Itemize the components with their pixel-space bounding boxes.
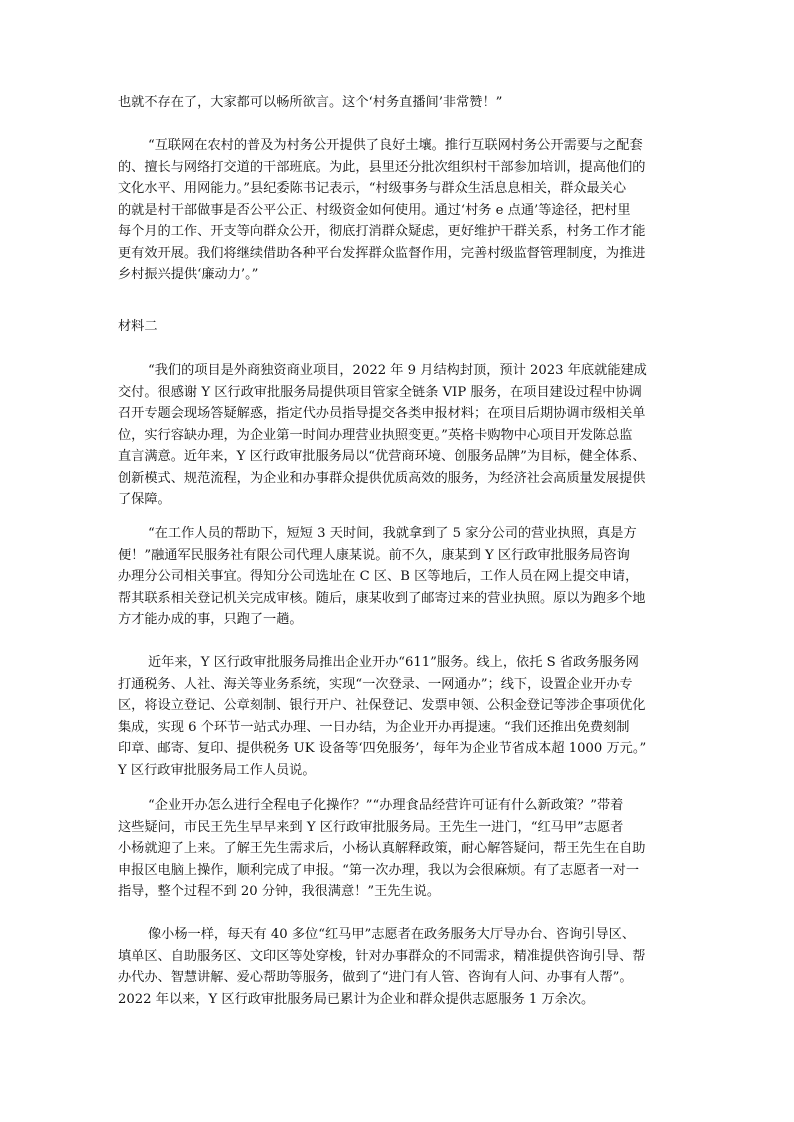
paragraph-2 bbox=[118, 135, 688, 286]
text-line: 文化水平、用网能力。”县纪委陈书记表示，“村级事务与群众生活息息相关，群众最关心 bbox=[118, 181, 627, 196]
text-line: 帮其联系相关登记机关完成审核。随后，康某收到了邮寄过来的营业执照。原以为跑多个地 bbox=[118, 590, 646, 606]
text-line: 召开专题会现场答疑解惑，指定代办员指导提交各类申报材料；在项目后期协调市级相关单 bbox=[118, 406, 646, 421]
paragraph-4 bbox=[118, 523, 688, 631]
paragraph-7 bbox=[118, 924, 688, 1010]
text-line: 也就不存在了，大家都可以畅所欲言。这个‘村务直播间’非常赞！” bbox=[118, 95, 503, 110]
text-line: 了保障。 bbox=[118, 492, 171, 507]
text-line: 指导，整个过程不到 20 分钟，我很满意！”王先生说。 bbox=[118, 884, 441, 899]
paragraph-5 bbox=[118, 652, 688, 781]
paragraph-3 bbox=[118, 360, 688, 511]
text-line: 的就是村干部做事是否公平公正、村级资金如何使用。通过‘村务 e 点通’等途径，把村里 bbox=[118, 202, 631, 218]
text-line: 小杨就迎了上来。了解王先生需求后，小杨认真解释政策，耐心解答疑问，帮王先生在自助 bbox=[118, 841, 646, 856]
text-line: 印章、邮寄、复印、提供税务 UK 设备等‘四免服务’，每年为企业节省成本超 1000 万元。” bbox=[118, 741, 647, 756]
text-line: 申报区电脑上操作，顺利完成了申报。“第一次办理，我以为会很麻烦。有了志愿者一对一 bbox=[118, 862, 640, 878]
text-line: “在工作人员的帮助下，短短 3 天时间，我就拿到了 5 家分公司的营业执照，真是方 bbox=[148, 526, 637, 541]
text-line: 近年来，Y 区行政审批服务局推出企业开办“611”服务。线上，依托 S 省政务服务网 bbox=[148, 655, 639, 670]
text-line: 的、擅长与网络打交道的干部班底。为此，县里还分批次组织村干部参加培训，提高他们的 bbox=[118, 159, 646, 175]
text-line: 填单区、自助服务区、文印区等处穿梭，针对办事群众的不同需求，精准提供咨询引导、帮 bbox=[118, 948, 646, 964]
text-line: 这些疑问，市民王先生早早来到 Y 区行政审批服务局。王先生一进门，“红马甲”志愿者 bbox=[118, 819, 624, 835]
text-line: 区，将设立登记、公章刻制、银行开户、社保登记、发票申领、公积金登记等涉企事项优化 bbox=[118, 698, 646, 713]
text-line: “我们的项目是外商独资商业项目，2022 年 9 月结构封顶，预计 2023 年底就能建成 bbox=[148, 363, 647, 378]
section-heading bbox=[118, 316, 688, 338]
paragraph-6 bbox=[118, 795, 688, 903]
paragraph-1 bbox=[118, 92, 688, 114]
text-line: 创新模式、规范流程，为企业和办事群众提供优质高效的服务，为经济社会高质量发展提供 bbox=[118, 470, 646, 486]
text-line: Y 区行政审批服务局工作人员说。 bbox=[118, 762, 316, 778]
text-line: 便！”融通军民服务社有限公司代理人康某说。前不久，康某到 Y 区行政审批服务局咨询 bbox=[118, 547, 630, 563]
text-line: 位，实行容缺办理，为企业第一时间办理营业执照变更。”英格卡购物中心项目开发陈总监 bbox=[118, 427, 633, 443]
text-line: 乡村振兴提供‘廉动力’。” bbox=[118, 267, 259, 282]
text-line: 打通税务、人社、海关等业务系统，实现“一次登录、一网通办”；线下，设置企业开办专 bbox=[118, 676, 633, 692]
text-line: 每个月的工作、开支等向群众公开，彻底打消群众疑虑，更好维护干群关系，村务工作才能 bbox=[118, 224, 646, 239]
text-line: 2022 年以来，Y 区行政审批服务局已累计为企业和群众提供志愿服务 1 万余次。 bbox=[118, 991, 595, 1007]
text-line: 集成，实现 6 个环节一站式办理、一日办结，为企业开办再提速。“我们还推出免费刻制 bbox=[118, 719, 630, 735]
text-line: 方才能办成的事，只跑了一趟。 bbox=[118, 612, 303, 627]
section-heading-text: 材料二 bbox=[118, 319, 158, 334]
text-line: 办理分公司相关事宜。得知分公司选址在 C 区、B 区等地后，工作人员在网上提交申请， bbox=[118, 569, 639, 584]
text-line: “企业开办怎么进行全程电子化操作？”“办理食品经营许可证有什么新政策？”带着 bbox=[148, 798, 624, 813]
text-line: “互联网在农村的普及为村务公开提供了良好土壤。推行互联网村务公开需要与之配套 bbox=[148, 138, 643, 153]
text-line: 交付。很感谢 Y 区行政审批服务局提供项目管家全链条 VIP 服务，在项目建设过程中协调 bbox=[118, 384, 642, 400]
text-line: 像小杨一样，每天有 40 多位“红马甲”志愿者在政务服务大厅导办台、咨询引导区、 bbox=[148, 927, 636, 942]
text-line: 直言满意。近年来，Y 区行政审批服务局以“优营商环境、创服务品牌”为目标，健全体系、 bbox=[118, 449, 646, 464]
text-line: 办代办、智慧讲解、爱心帮助等服务，做到了“进门有人管、咨询有人问、办事有人帮”。 bbox=[118, 970, 633, 985]
text-line: 更有效开展。我们将继续借助各种平台发挥群众监督作用，完善村级监督管理制度，为推进 bbox=[118, 245, 646, 261]
